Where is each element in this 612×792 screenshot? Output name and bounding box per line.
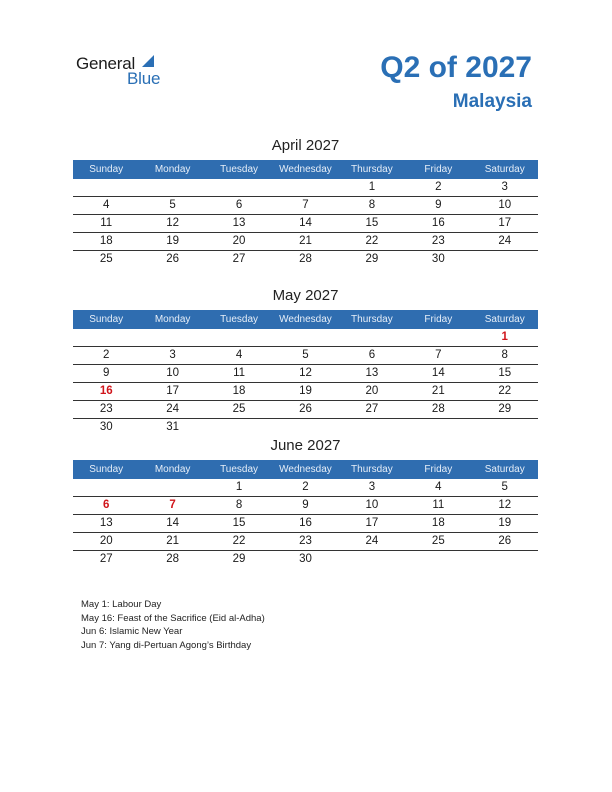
week-row [73, 497, 538, 515]
week-row [73, 401, 538, 419]
date-cell [472, 251, 538, 268]
date-cell: 20 [365, 385, 379, 397]
date-cell: 4 [103, 199, 110, 211]
date-cell: 30 [299, 553, 312, 565]
date-cell [339, 329, 405, 346]
weekday-header-row [73, 160, 538, 179]
country-name: Malaysia [452, 91, 532, 112]
date-cell: 26 [166, 253, 180, 265]
week-row [73, 329, 538, 347]
date-cell: 11 [233, 367, 246, 379]
date-cell: 18 [431, 517, 445, 529]
date-cell: 17 [498, 217, 512, 229]
date-cell: 28 [166, 553, 180, 565]
date-cell: 27 [232, 253, 246, 265]
date-cell: 16 [431, 217, 445, 229]
date-cell: 23 [99, 403, 113, 415]
date-cell [472, 419, 538, 436]
week-row [73, 233, 538, 251]
weekday-header: Monday [154, 464, 191, 475]
date-cell [339, 551, 405, 568]
holiday-note: Jun 7: Yang di-Pertuan Agong’s Birthday [81, 639, 252, 651]
date-cell: 5 [302, 349, 309, 361]
weekday-header: Thursday [351, 164, 393, 175]
month-title: April 2027 [271, 137, 340, 154]
date-cell: 2 [435, 181, 442, 193]
date-cell: 10 [166, 367, 180, 379]
date-cell: 10 [498, 199, 512, 211]
date-cell: 13 [365, 367, 379, 379]
date-cell: 29 [365, 253, 379, 265]
logo-triangle-icon [142, 55, 154, 67]
weekday-header: Friday [424, 164, 453, 175]
date-cell: 25 [99, 253, 113, 265]
week-row [73, 383, 538, 401]
date-cell: 20 [99, 535, 113, 547]
date-cell: 25 [431, 535, 445, 547]
month-title: June 2027 [270, 437, 341, 454]
date-cell: 8 [501, 349, 508, 361]
date-cell: 11 [100, 217, 113, 229]
date-cell: 1 [368, 181, 376, 193]
weekday-header: Monday [154, 164, 191, 175]
date-cell: 4 [235, 349, 243, 361]
date-cell: 9 [302, 499, 309, 511]
date-cell: 1 [235, 481, 243, 493]
date-cell [206, 179, 272, 196]
weekday-header: Saturday [484, 164, 525, 175]
weekday-header-row [73, 460, 538, 479]
date-cell: 14 [166, 517, 180, 529]
date-cell: 21 [431, 385, 445, 397]
date-cell [405, 551, 471, 568]
date-cell: 7 [302, 199, 309, 211]
holiday-date-cell: 6 [103, 499, 110, 511]
generalblue-logo [76, 54, 186, 88]
date-cell: 22 [232, 535, 246, 547]
month-calendar [73, 436, 538, 568]
date-cell: 11 [432, 499, 445, 511]
date-cell [405, 419, 471, 436]
date-cell [339, 419, 405, 436]
date-cell: 4 [435, 481, 442, 493]
date-cell: 3 [368, 481, 376, 493]
date-cell: 22 [365, 235, 379, 247]
week-row [73, 347, 538, 365]
holiday-note: Jun 6: Islamic New Year [81, 626, 183, 637]
week-row [73, 533, 538, 551]
date-cell: 26 [299, 403, 312, 415]
weekday-header-row [73, 310, 538, 329]
weekday-header: Tuesday [220, 164, 259, 175]
date-cell: 12 [166, 217, 180, 229]
date-cell: 20 [232, 235, 246, 247]
date-cell: 23 [431, 235, 445, 247]
holiday-date-cell: 1 [501, 331, 508, 343]
week-row [73, 179, 538, 197]
date-cell [73, 179, 139, 196]
page-title: Q2 of 2027 [380, 51, 532, 84]
holiday-date-cell: 16 [99, 385, 113, 397]
date-cell: 24 [365, 535, 379, 547]
weekday-header: Wednesday [279, 164, 332, 175]
date-cell: 12 [498, 499, 512, 511]
date-cell: 28 [431, 403, 445, 415]
date-cell: 13 [232, 217, 246, 229]
logo-blue-text: Blue [127, 69, 161, 88]
holiday-note: May 16: Feast of the Sacrifice (Eid al-Adha) [81, 612, 265, 624]
date-cell: 17 [365, 517, 379, 529]
date-cell: 30 [431, 253, 445, 265]
date-cell: 24 [166, 403, 180, 415]
logo-general-text: General [76, 54, 136, 73]
date-cell: 21 [166, 535, 180, 547]
date-cell: 6 [235, 199, 243, 211]
date-cell: 30 [99, 421, 113, 433]
date-cell: 3 [169, 349, 176, 361]
month-calendar [73, 136, 538, 268]
date-cell: 16 [299, 517, 312, 529]
holiday-date-cell: 7 [169, 499, 176, 511]
date-cell: 17 [166, 385, 180, 397]
date-cell [405, 329, 471, 346]
week-row [73, 419, 538, 436]
date-cell: 9 [435, 199, 442, 211]
date-cell [272, 329, 338, 346]
date-cell: 15 [498, 367, 512, 379]
date-cell [206, 329, 272, 346]
date-cell: 15 [365, 217, 379, 229]
date-cell: 29 [232, 553, 246, 565]
date-cell: 14 [299, 217, 312, 229]
date-cell [272, 419, 338, 436]
date-cell [139, 329, 205, 346]
week-row [73, 479, 538, 497]
week-row [73, 215, 538, 233]
week-row [73, 251, 538, 268]
weekday-header: Tuesday [220, 314, 259, 325]
weekday-header: Friday [424, 314, 453, 325]
date-cell [73, 329, 139, 346]
date-cell: 24 [498, 235, 512, 247]
date-cell: 13 [99, 517, 113, 529]
weekday-header: Wednesday [279, 464, 332, 475]
date-cell: 6 [368, 349, 376, 361]
date-cell: 14 [431, 367, 445, 379]
date-cell [73, 479, 139, 496]
weekday-header: Sunday [89, 314, 124, 325]
month-title: May 2027 [272, 287, 339, 304]
date-cell: 8 [368, 199, 376, 211]
date-cell: 2 [103, 349, 110, 361]
holiday-notes [81, 598, 265, 652]
weekday-header: Saturday [484, 464, 525, 475]
weekday-header: Sunday [89, 464, 124, 475]
date-cell: 15 [232, 517, 246, 529]
date-cell: 18 [232, 385, 246, 397]
weekday-header: Sunday [89, 164, 124, 175]
date-cell: 29 [498, 403, 512, 415]
date-cell: 31 [166, 421, 180, 433]
week-row [73, 197, 538, 215]
date-cell [139, 479, 205, 496]
weekday-header: Monday [154, 314, 191, 325]
date-cell: 27 [365, 403, 379, 415]
date-cell: 26 [498, 535, 512, 547]
weekday-header: Saturday [484, 314, 525, 325]
holiday-note: May 1: Labour Day [81, 599, 162, 610]
month-calendar [73, 286, 538, 436]
date-cell: 3 [501, 181, 508, 193]
date-cell [139, 179, 205, 196]
weekday-header: Friday [424, 464, 453, 475]
date-cell: 5 [501, 481, 508, 493]
date-cell: 9 [103, 367, 110, 379]
week-row [73, 365, 538, 383]
title-block [380, 50, 532, 114]
date-cell: 10 [365, 499, 379, 511]
date-cell: 28 [299, 253, 312, 265]
date-cell: 2 [302, 481, 309, 493]
date-cell [472, 551, 538, 568]
date-cell: 27 [99, 553, 113, 565]
weekday-header: Thursday [351, 314, 393, 325]
date-cell [206, 419, 272, 436]
week-row [73, 515, 538, 533]
weekday-header: Tuesday [220, 464, 259, 475]
date-cell: 19 [299, 385, 312, 397]
date-cell: 8 [235, 499, 243, 511]
week-row [73, 551, 538, 568]
date-cell: 12 [299, 367, 312, 379]
date-cell: 19 [166, 235, 180, 247]
weekday-header: Wednesday [279, 314, 332, 325]
date-cell: 23 [299, 535, 312, 547]
date-cell: 19 [498, 517, 512, 529]
date-cell: 7 [435, 349, 442, 361]
weekday-header: Thursday [351, 464, 393, 475]
date-cell: 18 [99, 235, 113, 247]
date-cell: 22 [498, 385, 512, 397]
date-cell: 21 [299, 235, 312, 247]
date-cell [272, 179, 338, 196]
date-cell: 25 [232, 403, 246, 415]
date-cell: 5 [169, 199, 176, 211]
